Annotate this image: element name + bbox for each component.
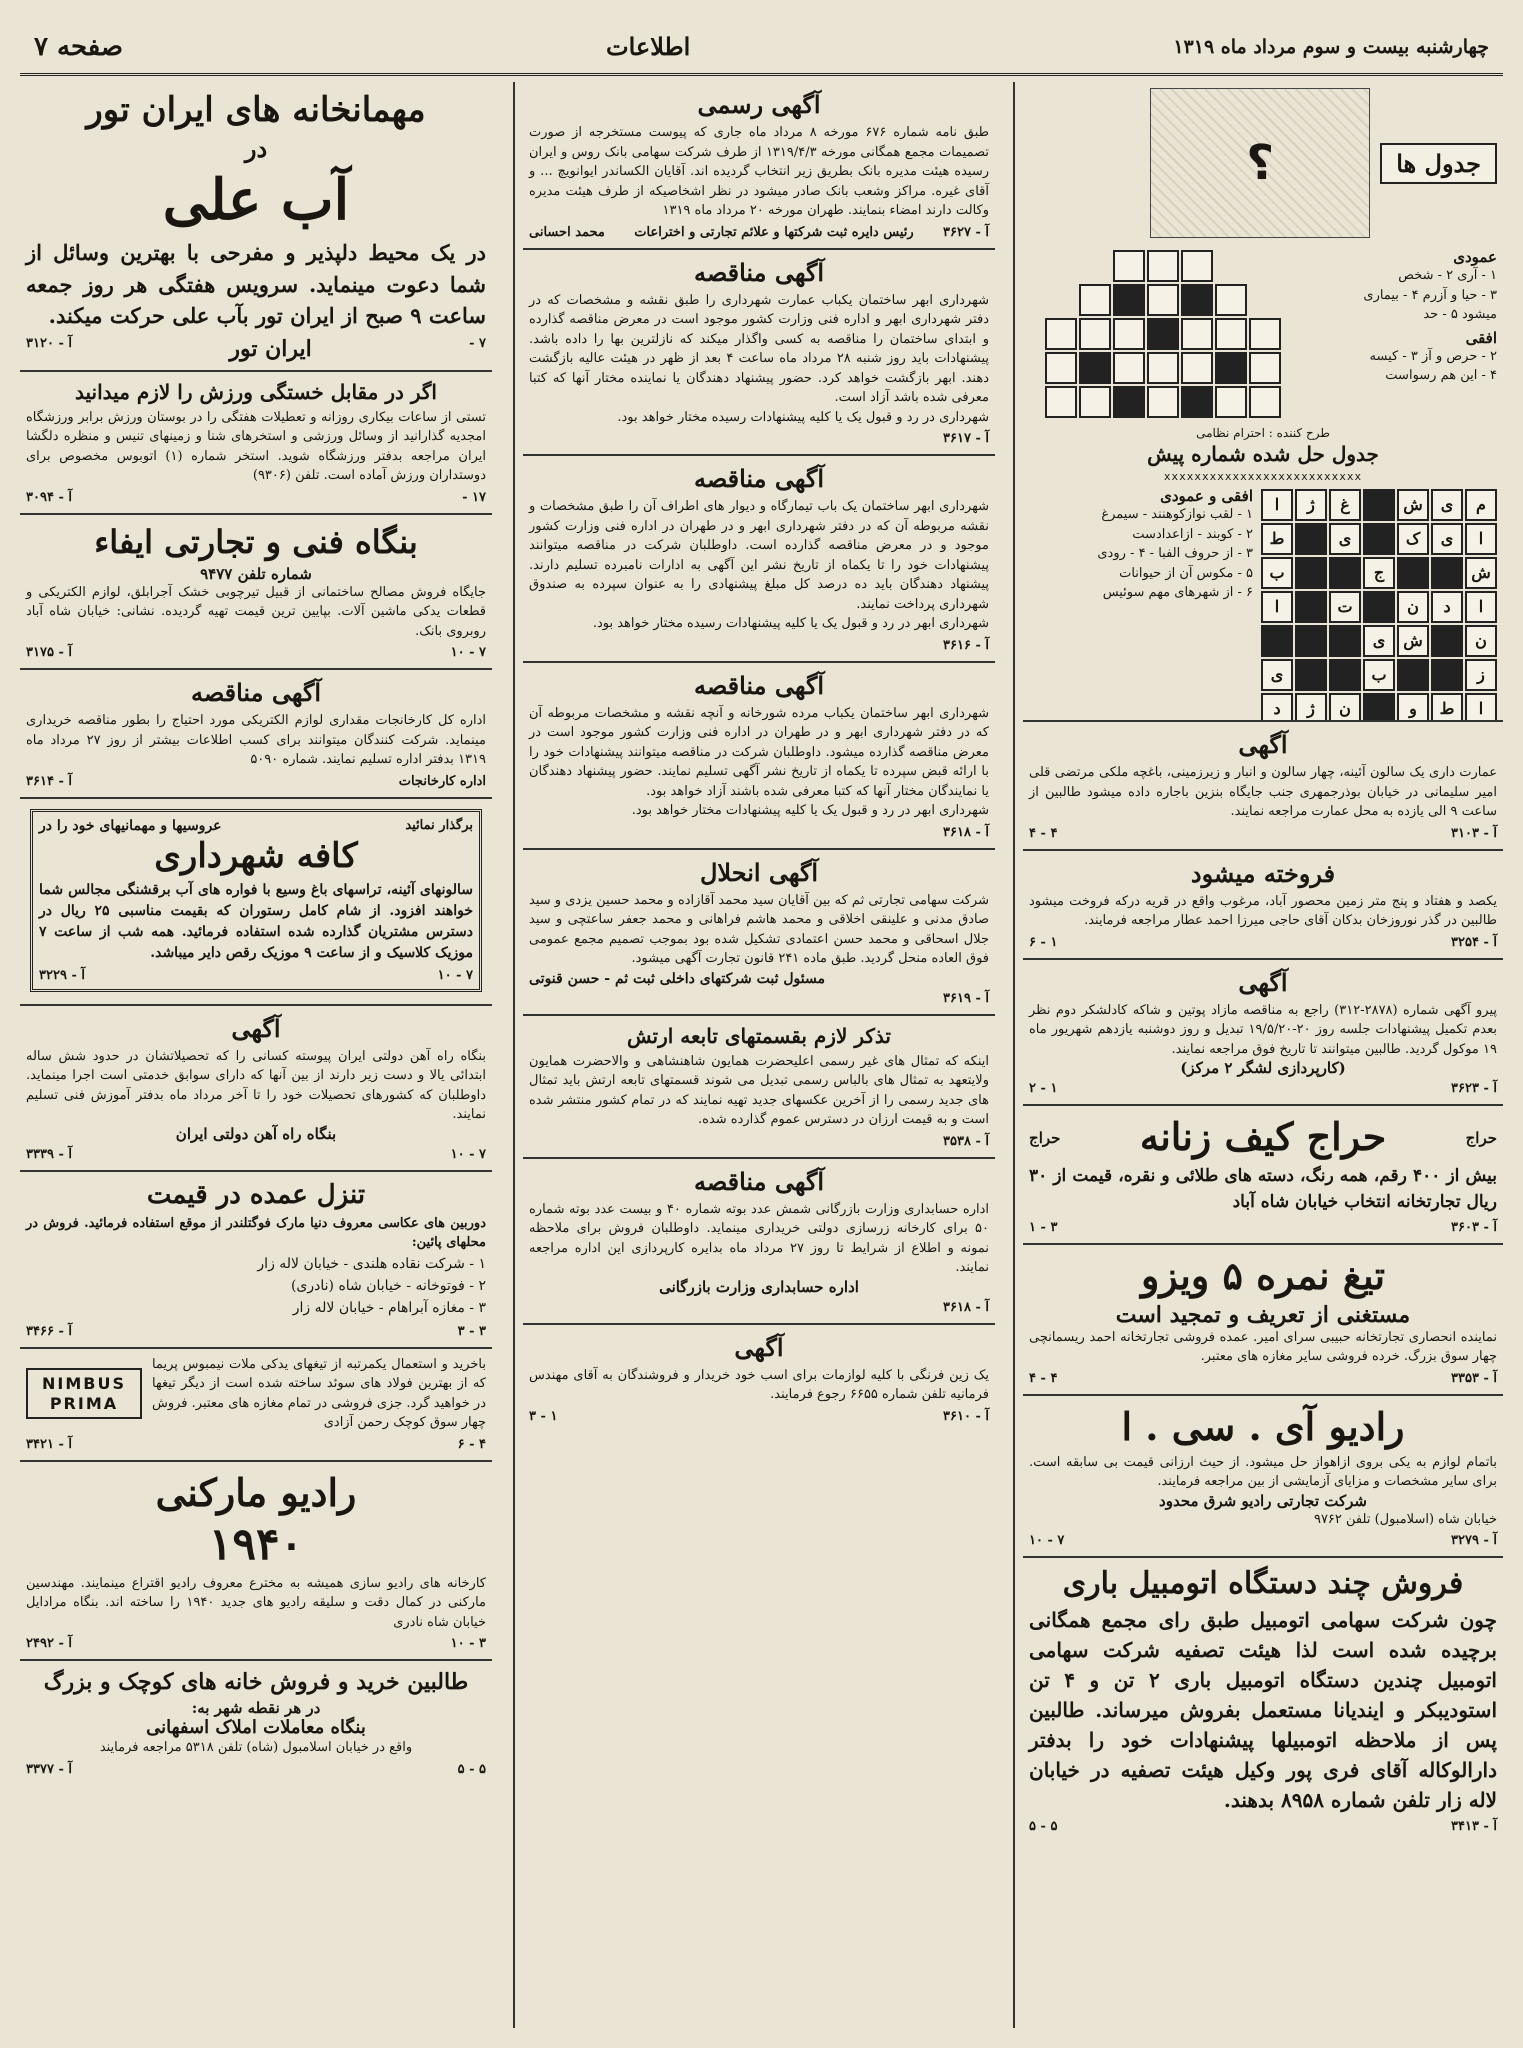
solved-grid-cell <box>1363 693 1395 722</box>
tender-ad-municipal-building <box>523 250 995 457</box>
ad-body: اینکه که تمثال های غیر رسمی اعلیحضرت همایون شاهنشاهی و والاحضرت همایون ولایتعهد به تمثال های بالباس رسمی تبدیل می شوند قسمتهای تابعه ارتش باید تمثال های جدید رسمی را از آخرین عکسهای جدید تهیه نمایند که در تمام کشور منتشر شده است و به قیمت ارزان در دسترس عموم گذارده شده. <box>529 1053 989 1127</box>
ad-code: ۷ - <box>469 335 486 351</box>
masthead <box>20 20 1503 76</box>
ad-title: آگهی انحلال <box>699 857 819 887</box>
notice-ad-army <box>1023 960 1503 1107</box>
solved-grid-cell: ن <box>1329 693 1361 722</box>
ad-body: بنگاه راه آهن دولتی ایران پیوسته کسانی را که تحصیلاتشان در حدود شش ساله ابتدائی یالا و دست زیر دارند از بین آنها که دارای سوابق خدمتی است اجرا مینماید. داوطلبان که کشورهای تحصیلات خود را تا آخر مرداد ماه بدفتر آموزش فنی تسلیم نمایند. <box>26 1048 486 1122</box>
ad-code: ۷ - ۱۰ <box>450 645 486 660</box>
solved-grid-cell <box>1295 523 1327 555</box>
ad-reference: آ - ۳۴۲۱ <box>26 1436 72 1452</box>
solved-grid-cell <box>1295 659 1327 691</box>
ad-title: اگر در مقابل خستگی ورزش را لازم میدانید <box>75 379 437 404</box>
solved-crossword-title: جدول حل شده شماره پیش <box>1147 442 1379 466</box>
ad-side-note: برگذار نمائید <box>405 818 473 833</box>
solved-clue: ۵ - مکوس آن از حیوانات <box>1119 565 1253 581</box>
ad-reference: آ - ۳۱۰۳ <box>1451 825 1497 841</box>
solved-clue: ۳ - از حروف الفبا - ۴ - رودی <box>1097 546 1253 561</box>
ad-body: نماینده انحصاری تجارتخانه حبیبی سرای امیر. عمده فروشی تجارتخانه احمد ریسمانچی چهار سوق بزرگ. خرده فروشی سایر مغازه های معتبر. <box>1029 1329 1497 1365</box>
nimbus-logo <box>26 1368 142 1418</box>
ad-reference: آ - ۳۴۶۶ <box>26 1323 72 1339</box>
shop-address: خیابان شاه (اسلامبول) تلفن ۹۷۶۲ <box>1313 1511 1497 1527</box>
ad-phone: شماره تلفن ۹۴۷۷ <box>200 564 312 583</box>
ad-top-line: عروسیها و مهمانیهای خود را در <box>39 817 222 834</box>
solved-grid-cell: ی <box>1431 489 1463 521</box>
ad-body: اداره کل کارخانجات مقداری لوازم الکتریکی مورد احتیاج را بطور مناقصه خریداری مینماید. شرکت کنندگان میتوانند برای کسب اطلاعات بیشتر از روز ۲۷ مرداد ماه ۱۳۱۹ بدفتر اداره تسلیم نمایند. شماره ۵۰۹۰ <box>26 713 486 767</box>
page-number: صفحه ۷ <box>34 31 123 62</box>
solved-grid-cell <box>1295 625 1327 657</box>
horizontal-clue: ۴ - این هم رسواست <box>1385 368 1497 383</box>
ad-body: جایگاه فروش مصالح ساختمانی از قبیل تیرچوبی خشک آجرابلق، لوازم الکتریکی و قطعات یدکی ماشین آلات. بپایین ترین قیمت تهیه گردیده. نشانی: خیابان شاه آباد روبروی بانک. <box>26 584 486 639</box>
ad-reference: آ - ۳۱۲۰ <box>26 335 73 351</box>
solved-grid-cell: ت <box>1329 591 1361 623</box>
ad-reference: آ - ۳۶۱۸ <box>943 824 989 840</box>
ad-body: شهرداری ابهر ساختمان یک باب تیمارگاه و دیوار های اطراف آن را طبق مشخصات و نقشه مربوطه آن که در دفتر شهرداری ابهر و در طهران در اداره فنی وزارت کشور موجود و در معرض مناقصه گذارده است. داوطلبان شرکت در مناقصه میتوانند پیشنهادات خود را تا یکماه از تاریخ نشر این آگهی به ادارات نامبرده تسلیم دارند. پیشنهاد دهندگان باید ده درصد کل مبلغ پیشنهادی را به عنوان سپرده به صندوق شهرداری پرداخت نمایند. <box>529 499 989 612</box>
solved-grid-cell <box>1431 557 1463 589</box>
ad-reference: آ - ۳۲۵۴ <box>1451 934 1497 950</box>
ad-reference: آ - ۳۳۳۹ <box>26 1146 72 1162</box>
ad-title: فروش چند دستگاه اتومبیل باری <box>1062 1566 1464 1602</box>
ad-reference: آ - ۳۲۲۹ <box>39 967 85 983</box>
tender-ad-commerce <box>523 1159 995 1325</box>
ad-title: آگهی رسمی <box>697 90 821 119</box>
ad-title: تیغ نمره ۵ ویزو <box>1140 1252 1386 1298</box>
ad-body: باتمام لوازم به یکی بروی ازاهواز حل میشود. از حیث ارزانی قیمت بی سابقه است. برای سایر مشخصات و مزایای آزمایشی از بین مراجعه فرمایند. <box>1029 1454 1497 1490</box>
solved-crossword-grid <box>1261 489 1497 722</box>
ad-body: پیرو آگهی شماره (۲۸۷۸-۳۱۲) راجع به مناقصه مازاد پوتین و شاکه کادلشکر دوم نظر بعدم تکمیل پیشنهادات جلسه روز ۲۰-۱۹/۵/۲۰ تبدیل و روز دوشنبه یازدهم شهریور ماه ۱۹ موکول گردید. طالبین میتوانند تا تاریخ فوق مراجعه نمایند. <box>1029 1002 1498 1057</box>
solved-grid-cell <box>1363 523 1395 555</box>
ad-signature: مسئول ثبت شرکتهای داخلی ثبت ثم - حسن قنوتی <box>529 970 825 987</box>
ad-body: طبق نامه شماره ۶۷۶ مورخه ۸ مرداد ماه جاری که پیوست مستخرجه از صورت تصمیمات مجمع همگانی مورخه ۱۳۱۹/۴/۳ از طرف شرکت سهامی بانک روس و ایران رسیده هیئت مدیره بانک بطریق زیر انتخاب گردیده اند. آقایان الکساندر ایوانویچ ... و آقای غیره. مراکز وشعب بانک صادر میشود در نظر اشخاصیکه از طرف هیئت مدیره وکالت دارند امضاء بنمایند. طهران مورخه ۲۰ مرداد ماه ۱۳۱۹ <box>529 125 989 218</box>
ad-body: اداره حسابداری وزارت بازرگانی شمش عدد بوته شماره ۴۰ و بیست عدد بوته شماره ۵۰ برای کارخانه زرسازی دولتی خریداری مینماید. داوطلبان فروش برای ملاحظه نمونه و اطلاع از شرایط تا روز ۲۷ مرداد ماه بدایره کارپردازی این اداره مراجعه نمایند. <box>529 1201 989 1275</box>
solved-grid-cell: ا <box>1261 591 1293 623</box>
dissolution-notice-ad <box>523 850 995 1016</box>
ad-code: ۱ - ۶ <box>1029 934 1058 950</box>
ad-signature: ایران تور <box>229 335 312 362</box>
ad-reference: آ - ۳۶۲۷ <box>943 224 989 240</box>
trucks-sale-ad <box>1023 1558 1503 1842</box>
ad-body: شهرداری ابهر ساختمان یکباب مرده شورخانه و آنچه نقشه و مشخصات مربوطه آن که در دفتر شهرداری ابهر و در طهران در اداره فنی وزارت کشور موجود است در معرض مناقصه گذارده میشود. داوطلبان شرکت در مناقصه میتوانند پیشنهادات خود را با ارائه قبض سپرده تا یکماه از تاریخ نشر آگهی تسلیم نمایند. حضور پیشنهاد دهندگان یا نمایندگان مختار آنها که کتبا معرفی شده باشند آزاد خواهد بود. <box>529 705 989 799</box>
saddle-notice-ad <box>523 1325 995 1432</box>
ad-title: فروخته میشود <box>1190 858 1336 888</box>
notice-ad-building <box>1023 722 1503 851</box>
vertical-clue: میشود ۵ - حد <box>1423 307 1497 322</box>
ad-body: باخرید و استعمال یکمرتبه از تیغهای یدکی ملات نیمبوس پریما که از بهترین فولاد های سوئد ساخته شده است از دیگر تیغها در خواهید گرد. جزی فروشی در تمام مغازه های معتبر. فروش چهار سوق کوچک رحمن آزادی <box>151 1356 486 1431</box>
solved-grid-cell <box>1397 659 1429 691</box>
ad-signature: اداره حسابداری وزارت بازرگانی <box>659 1277 859 1296</box>
ad-subtitle: در هر نقطه شهر به: <box>191 1699 321 1718</box>
ad-reference: آ - ۳۵۳۸ <box>943 1133 989 1149</box>
solved-grid-cell: و <box>1397 693 1429 722</box>
solved-grid-cell <box>1329 659 1361 691</box>
shop-list-item: ۳ - مغازه آبراهام - خیابان لاله زار <box>292 1300 486 1317</box>
ad-title: رادیو مارکنی <box>155 1469 357 1515</box>
ad-title: بنگاه فنی و تجارتی ایفاء <box>94 522 418 561</box>
ad-reference: آ - ۳۴۱۳ <box>1451 1819 1497 1835</box>
ad-reference: آ - ۳۳۵۳ <box>1451 1370 1497 1386</box>
solved-grid-cell <box>1295 557 1327 589</box>
middle-column <box>513 82 1003 2028</box>
ad-reference: آ - ۳۶۰۳ <box>1451 1219 1497 1235</box>
auction-side-label: حراج <box>1465 1128 1497 1147</box>
vertical-clues-heading: عمودی <box>1453 248 1497 266</box>
solved-clues <box>1029 483 1253 603</box>
solved-grid-cell: ی <box>1261 659 1293 691</box>
newspaper-page <box>20 20 1503 2028</box>
solved-grid-cell: ک <box>1397 523 1429 555</box>
ad-title: آگهی مناقصه <box>693 670 825 700</box>
solved-grid-cell: ب <box>1261 557 1293 589</box>
question-mark-icon: ؟ <box>1246 135 1275 191</box>
horizontal-clue: ۲ - حرص و آز ۳ - کیسه <box>1369 348 1497 364</box>
ad-title: تذکر لازم بقسمتهای تابعه ارتش <box>627 1023 891 1048</box>
ad-department: رئیس دایره ثبت شرکتها و علائم تجارتی و اختراعات <box>634 224 914 240</box>
solved-grid-cell: ط <box>1431 693 1463 722</box>
ad-title: رادیو آی . سی . ا <box>1121 1403 1405 1449</box>
ad-body: چون شرکت سهامی اتومبیل طبق رای مجمع همگانی برچیده شده است لذا هیئت تصفیه شرکت سهامی اتومبیل چندین دستگاه اتومبیل باری ۲ تن و ۴ تن استودیبکر و ایندیانا مستعمل بفروش میرساند. طالبین پس از ملاحظه اتومبیلها پیشنهادات خود را بدفتر دارالوکاله آقای فری پور وکیل هیئت تصفیه در خیابان لاله زار تلفن شماره ۸۹۵۸ بدهند. <box>1029 1608 1497 1813</box>
radio-rca-ad <box>1023 1396 1503 1559</box>
ad-body: شهرداری ابهر ساختمان یکباب عمارت شهرداری را طبق نقشه و مشخصات که در دفتر شهرداری ابهر و اداره فنی وزارت کشور موجود است در معرض مناقصه گذارده و ابتدای ساختمان را مناقصه به کسی واگذار میکند که نازلترین بها را داده باشد. پیشنهادات باید روز شنبه ۲۸ مرداد ماه ساعت ۴ بعد از ظهر در هیئت عالیه بازگشت دهند. ابهر بازگشت خواهد کرد. حضور پیشنهاد دهندگان یا نماینده مختار آنها که کتبا معرفی شده باشد آزاد است. <box>529 292 989 405</box>
ad-title: آگهی مناقصه <box>190 678 322 707</box>
solved-grid-cell: ش <box>1397 625 1429 657</box>
sport-ad <box>20 372 492 515</box>
ad-title: آگهی <box>1238 730 1288 759</box>
solved-grid-cell: ن <box>1465 625 1497 657</box>
tender-ad-morgue <box>523 663 995 850</box>
ad-code: ۴ - ۴ <box>1029 825 1058 841</box>
solved-grid-cell: ن <box>1397 591 1429 623</box>
ad-connector: در <box>244 134 268 163</box>
ad-title: طالبین خرید و فروش خانه های کوچک و بزرگ <box>43 1669 469 1696</box>
ad-code: ۱۷ - <box>462 489 486 505</box>
paper-name: اطلاعات <box>606 32 691 61</box>
ad-tail: شهرداری ابهر در رد و قبول یک یا کلیه پیشنهادات رسیده مختار خواهد بود. <box>592 616 989 631</box>
ad-subtitle: مستغنی از تعریف و تمجید است <box>1115 1301 1411 1328</box>
ad-year: ۱۹۴۰ <box>208 1518 304 1570</box>
ad-title: آگهی مناقصه <box>693 1166 825 1196</box>
camera-sale-ad <box>20 1172 492 1349</box>
ad-reference: آ - ۳۳۷۷ <box>26 1761 72 1777</box>
ad-body: کارخانه های رادیو سازی همیشه به مخترع معروف رادیو اقتراع مینمایند. مهندسین مارکنی در کمال دقت و سلیقه رادیو های جدید ۱۹۴۰ را ساخته اند. بنگاه مرادایل خیابان شاه نادری <box>26 1575 486 1630</box>
solved-grid-cell: ا <box>1465 591 1497 623</box>
ad-body: واقع در خیابان اسلامبول (شاه) تلفن ۵۳۱۸ مراجعه فرمایند <box>99 1740 413 1756</box>
ad-title: تنزل عمده در قیمت <box>146 1179 366 1210</box>
real-estate-ad <box>20 1661 492 1785</box>
crossword-clues <box>1307 244 1497 424</box>
tender-ad-factories <box>20 670 492 799</box>
solved-grid-cell <box>1431 659 1463 691</box>
ad-title: آگهی <box>1238 967 1288 997</box>
ad-tail: شهرداری در رد و قبول یک یا کلیه پیشنهادات رسیده مختار خواهد بود. <box>617 409 989 425</box>
solved-grid-cell <box>1261 625 1293 657</box>
ad-title: مهمانخانه های ایران تور <box>86 90 426 130</box>
solved-grid-cell <box>1363 591 1395 623</box>
ad-reference: آ - ۳۶۱۷ <box>943 431 989 446</box>
for-sale-ad <box>1023 851 1503 960</box>
ad-body: در یک محیط دلپذیر و مفرحی با بهترین وسائل از شما دعوت مینماید. سرویس هفتگی هر روز جمعه ساعت ۹ صبح از ایران تور بآب علی حرکت میکند. <box>26 240 486 328</box>
ad-title: حراج کیف زنانه <box>1139 1114 1387 1159</box>
auction-ad <box>1023 1106 1503 1245</box>
ad-title: کافه شهرداری <box>154 835 358 876</box>
railway-notice-ad <box>20 1006 492 1172</box>
crossword-illustration <box>1150 88 1370 238</box>
solved-grid-cell: ج <box>1363 557 1395 589</box>
ad-reference: آ - ۳۶۱۶ <box>943 637 989 653</box>
ad-code: ۱ - ۲ <box>1029 1081 1058 1096</box>
ad-signature: محمد احسانی <box>529 224 605 240</box>
ad-code: ۵ - ۵ <box>457 1761 486 1777</box>
ad-body: سالونهای آئینه، تراسهای باغ وسیع با فواره های آب برقشنگی مجالس شما خواهند افزود. از شام کامل رستوران که بقیمت مناسبی ۲۵ ریال در دسترس مشتریان گذارده شده استفاده فرمائید. همه شب از ساعت ۷ موزیک کلاسیک و از ساعت ۹ موزیک رقص دایر میباشد. <box>39 881 473 961</box>
shop-name: شرکت تجارتی رادیو شرق محدود <box>1159 1491 1367 1510</box>
official-notice-ad <box>523 82 995 250</box>
crossword-header <box>1029 88 1497 238</box>
solved-clue: ۲ - کوبند - ازاعدادست <box>1132 526 1253 542</box>
auction-side-label: حراج <box>1029 1128 1061 1147</box>
solved-grid-cell <box>1431 625 1463 657</box>
ad-body: دوربین های عکاسی معروف دنیا مارک فوگتلندر از موقع استفاده فرمائید. فروش در محلهای پائین: <box>26 1215 486 1250</box>
ad-body: یکصد و هفتاد و پنج متر زمین محصور آباد، مرغوب واقع در قریه درکه فروخت میشود طالبین در گذر نوروزخان بدکان آقای حاجی میرزا احمد عطار مراجعه فرمایند. <box>1029 893 1497 928</box>
ad-title: آگهی مناقصه <box>693 464 825 493</box>
solved-clues-heading: افقی و عمودی <box>1160 487 1253 505</box>
divider-line: xxxxxxxxxxxxxxxxxxxxxxxxxx <box>1163 470 1363 483</box>
solved-grid-cell <box>1295 591 1327 623</box>
ad-reference: آ - ۲۴۹۲ <box>26 1636 72 1652</box>
ad-body: عمارت داری یک سالون آئینه، چهار سالون و انبار و زیرزمینی، باغچه ملکی مرتضی قلی امیر سلیمانی در خیابان بوذرجمهری جنب جایگاه بنزین باجاره داده میشود طالبین از ساعت ۹ الی یازده به محل عمارت مراجعه نمایند. <box>1029 765 1497 819</box>
solved-grid-cell <box>1329 625 1361 657</box>
solved-grid-cell: ب <box>1363 659 1395 691</box>
ad-body: شرکت سهامی تجارتی ثم که بین آقایان سید محمد آقازاده و محمد حسین یزدی و سید صادق مدنی و علینقی اخلاقی و محمد هاشم فراهانی و محمد جعفر ساعتچی و سید جلال اسحاقی و محمد حسن اعتمادی تشکیل شده بود بموجب تصمیم مجمع عمومی فوق العاده منحل گردید. طبق ماده ۲۴۱ قانون تجارت آگهی میشود. <box>529 892 989 966</box>
solved-grid-cell: ی <box>1363 625 1395 657</box>
solved-grid-cell: ی <box>1431 523 1463 555</box>
ad-title: آگهی <box>734 1332 784 1362</box>
ad-reference: آ - ۳۰۹۴ <box>26 489 72 505</box>
solved-grid-cell: غ <box>1329 489 1361 521</box>
crossword-grid <box>1045 250 1281 418</box>
solved-clue: ۶ - از شهرهای مهم سوئیس <box>1102 585 1253 600</box>
ad-reference: آ - ۳۶۲۳ <box>1451 1081 1497 1096</box>
ad-title: آگهی مناقصه <box>693 257 825 287</box>
crossword-section <box>1023 82 1503 722</box>
ad-code: ۷ - ۱۰ <box>450 1146 486 1162</box>
ad-signature: بنگاه راه آهن دولتی ایران <box>175 1124 337 1143</box>
marconi-radio-ad <box>20 1462 492 1662</box>
ad-tail: شهرداری ابهر در رد و قبول یک یا کلیه پیشنهادات مختار خواهد بود. <box>631 803 989 818</box>
ad-code: ۷ - ۱۰ <box>437 967 473 983</box>
crossword-designer: طرح کننده : احترام نظامی <box>1196 426 1330 440</box>
solved-grid-cell: ا <box>1465 693 1497 722</box>
ad-body: تستی از ساعات بیکاری روزانه و تعطیلات هفتگی را در بوستان ورزش برابر ورزشگاه امجدیه گذارانید از وسائل ورزشی و استخرهای شنا و زمینهای تنیس و منظره دلگشا ایران مراجعه بدفتر ورزشگاه شوید. استخر شماره (۱) اتوبوس مخصوص برای دوستداران ورزش آماده است. تلفن (۹۳۰۶) <box>26 409 486 483</box>
ad-reference: آ - ۳۶۱۹ <box>943 990 989 1006</box>
agency-name: بنگاه معاملات املاک اسفهانی <box>146 1717 366 1739</box>
ad-reference: آ - ۳۶۱۸ <box>943 1299 989 1315</box>
ad-place: آب علی <box>162 167 350 233</box>
shop-list-item: ۱ - شرکت نقاده هلندی - خیابان لاله زار <box>257 1255 486 1272</box>
solved-grid-cell: م <box>1465 489 1497 521</box>
ad-code: ۳ - ۱ <box>1029 1219 1058 1235</box>
vertical-clue: ۱ - آری ۲ - شخص <box>1398 268 1497 283</box>
solved-grid-cell: ش <box>1397 489 1429 521</box>
solved-grid-cell: ی <box>1329 523 1361 555</box>
army-reminder-ad <box>523 1016 995 1159</box>
solved-grid-cell <box>1329 557 1361 589</box>
ad-code: ۳ - ۱۰ <box>450 1636 486 1652</box>
iran-tour-hotels-ad <box>20 82 492 372</box>
ad-code: ۵ - ۵ <box>1029 1819 1058 1835</box>
ad-body: بیش از ۴۰۰ رقم، همه رنگ، دسته های طلائی و نقره، قیمت از ۳۰ ریال تجارتخانه انتخاب خیابان شاه آباد <box>1029 1166 1497 1213</box>
solved-grid-cell: د <box>1431 591 1463 623</box>
ad-reference: آ - ۳۶۱۴ <box>26 773 72 789</box>
ad-sender: (کارپردازی لشگر ۲ مرکز) <box>1180 1059 1346 1077</box>
horizontal-clues-heading: افقی <box>1465 328 1497 347</box>
ad-code: ۴ - ۴ <box>1029 1370 1058 1386</box>
razor-blade-ad <box>1023 1245 1503 1396</box>
ad-reference: آ - ۳۶۱۰ <box>943 1408 989 1424</box>
solved-grid-cell <box>1363 489 1395 521</box>
crossword-title: جدول ها <box>1380 143 1497 184</box>
solved-grid-cell <box>1397 557 1429 589</box>
vertical-clue: ۳ - حیا و آزرم ۴ - بیماری <box>1363 287 1497 303</box>
shop-list-item: ۲ - فوتوخانه - خیابان شاه (نادری) <box>290 1277 486 1294</box>
solved-grid-cell: ژ <box>1295 693 1327 722</box>
ad-code: ۴ - ۶ <box>457 1436 486 1452</box>
ad-code: ۷ - ۱۰ <box>1029 1533 1065 1549</box>
issue-date: چهارشنبه بیست و سوم مرداد ماه ۱۳۱۹ <box>1173 35 1489 58</box>
ad-reference: آ - ۳۲۷۹ <box>1451 1533 1497 1549</box>
logo-text-bottom: PRIMA <box>49 1393 119 1413</box>
left-column <box>20 82 500 2028</box>
solved-grid-cell: ز <box>1465 659 1497 691</box>
logo-text-top: NIMBUS <box>42 1374 126 1394</box>
solved-grid-cell: ا <box>1465 523 1497 555</box>
ad-body: یک زین فرنگی با کلیه لوازمات برای اسب خود خریدار و فروشندگان به آقای مهندس فرمانیه تلفن شماره ۶۶۵۵ رجوع فرمایند. <box>529 1367 989 1402</box>
right-column <box>1013 82 1503 2028</box>
ad-title: آگهی <box>231 1013 281 1043</box>
cafe-shahrdari-ad <box>20 799 492 1006</box>
solved-clue: ۱ - لقب نوازکوهنند - سیمرغ <box>1101 507 1253 522</box>
solved-grid-cell: ژ <box>1295 489 1327 521</box>
ad-signature: اداره کارخانجات <box>398 773 486 789</box>
ad-code: ۳ - ۳ <box>457 1323 486 1339</box>
ifa-trading-ad <box>20 515 492 671</box>
solved-grid-cell: ط <box>1261 523 1293 555</box>
nimbus-blade-ad <box>20 1349 492 1462</box>
tender-ad-stable <box>523 456 995 663</box>
ad-code: ۱ - ۳ <box>529 1408 558 1424</box>
ad-reference: آ - ۳۱۷۵ <box>26 645 72 660</box>
solved-grid-cell: د <box>1261 693 1293 722</box>
solved-grid-cell: ا <box>1261 489 1293 521</box>
solved-grid-cell: ش <box>1465 557 1497 589</box>
